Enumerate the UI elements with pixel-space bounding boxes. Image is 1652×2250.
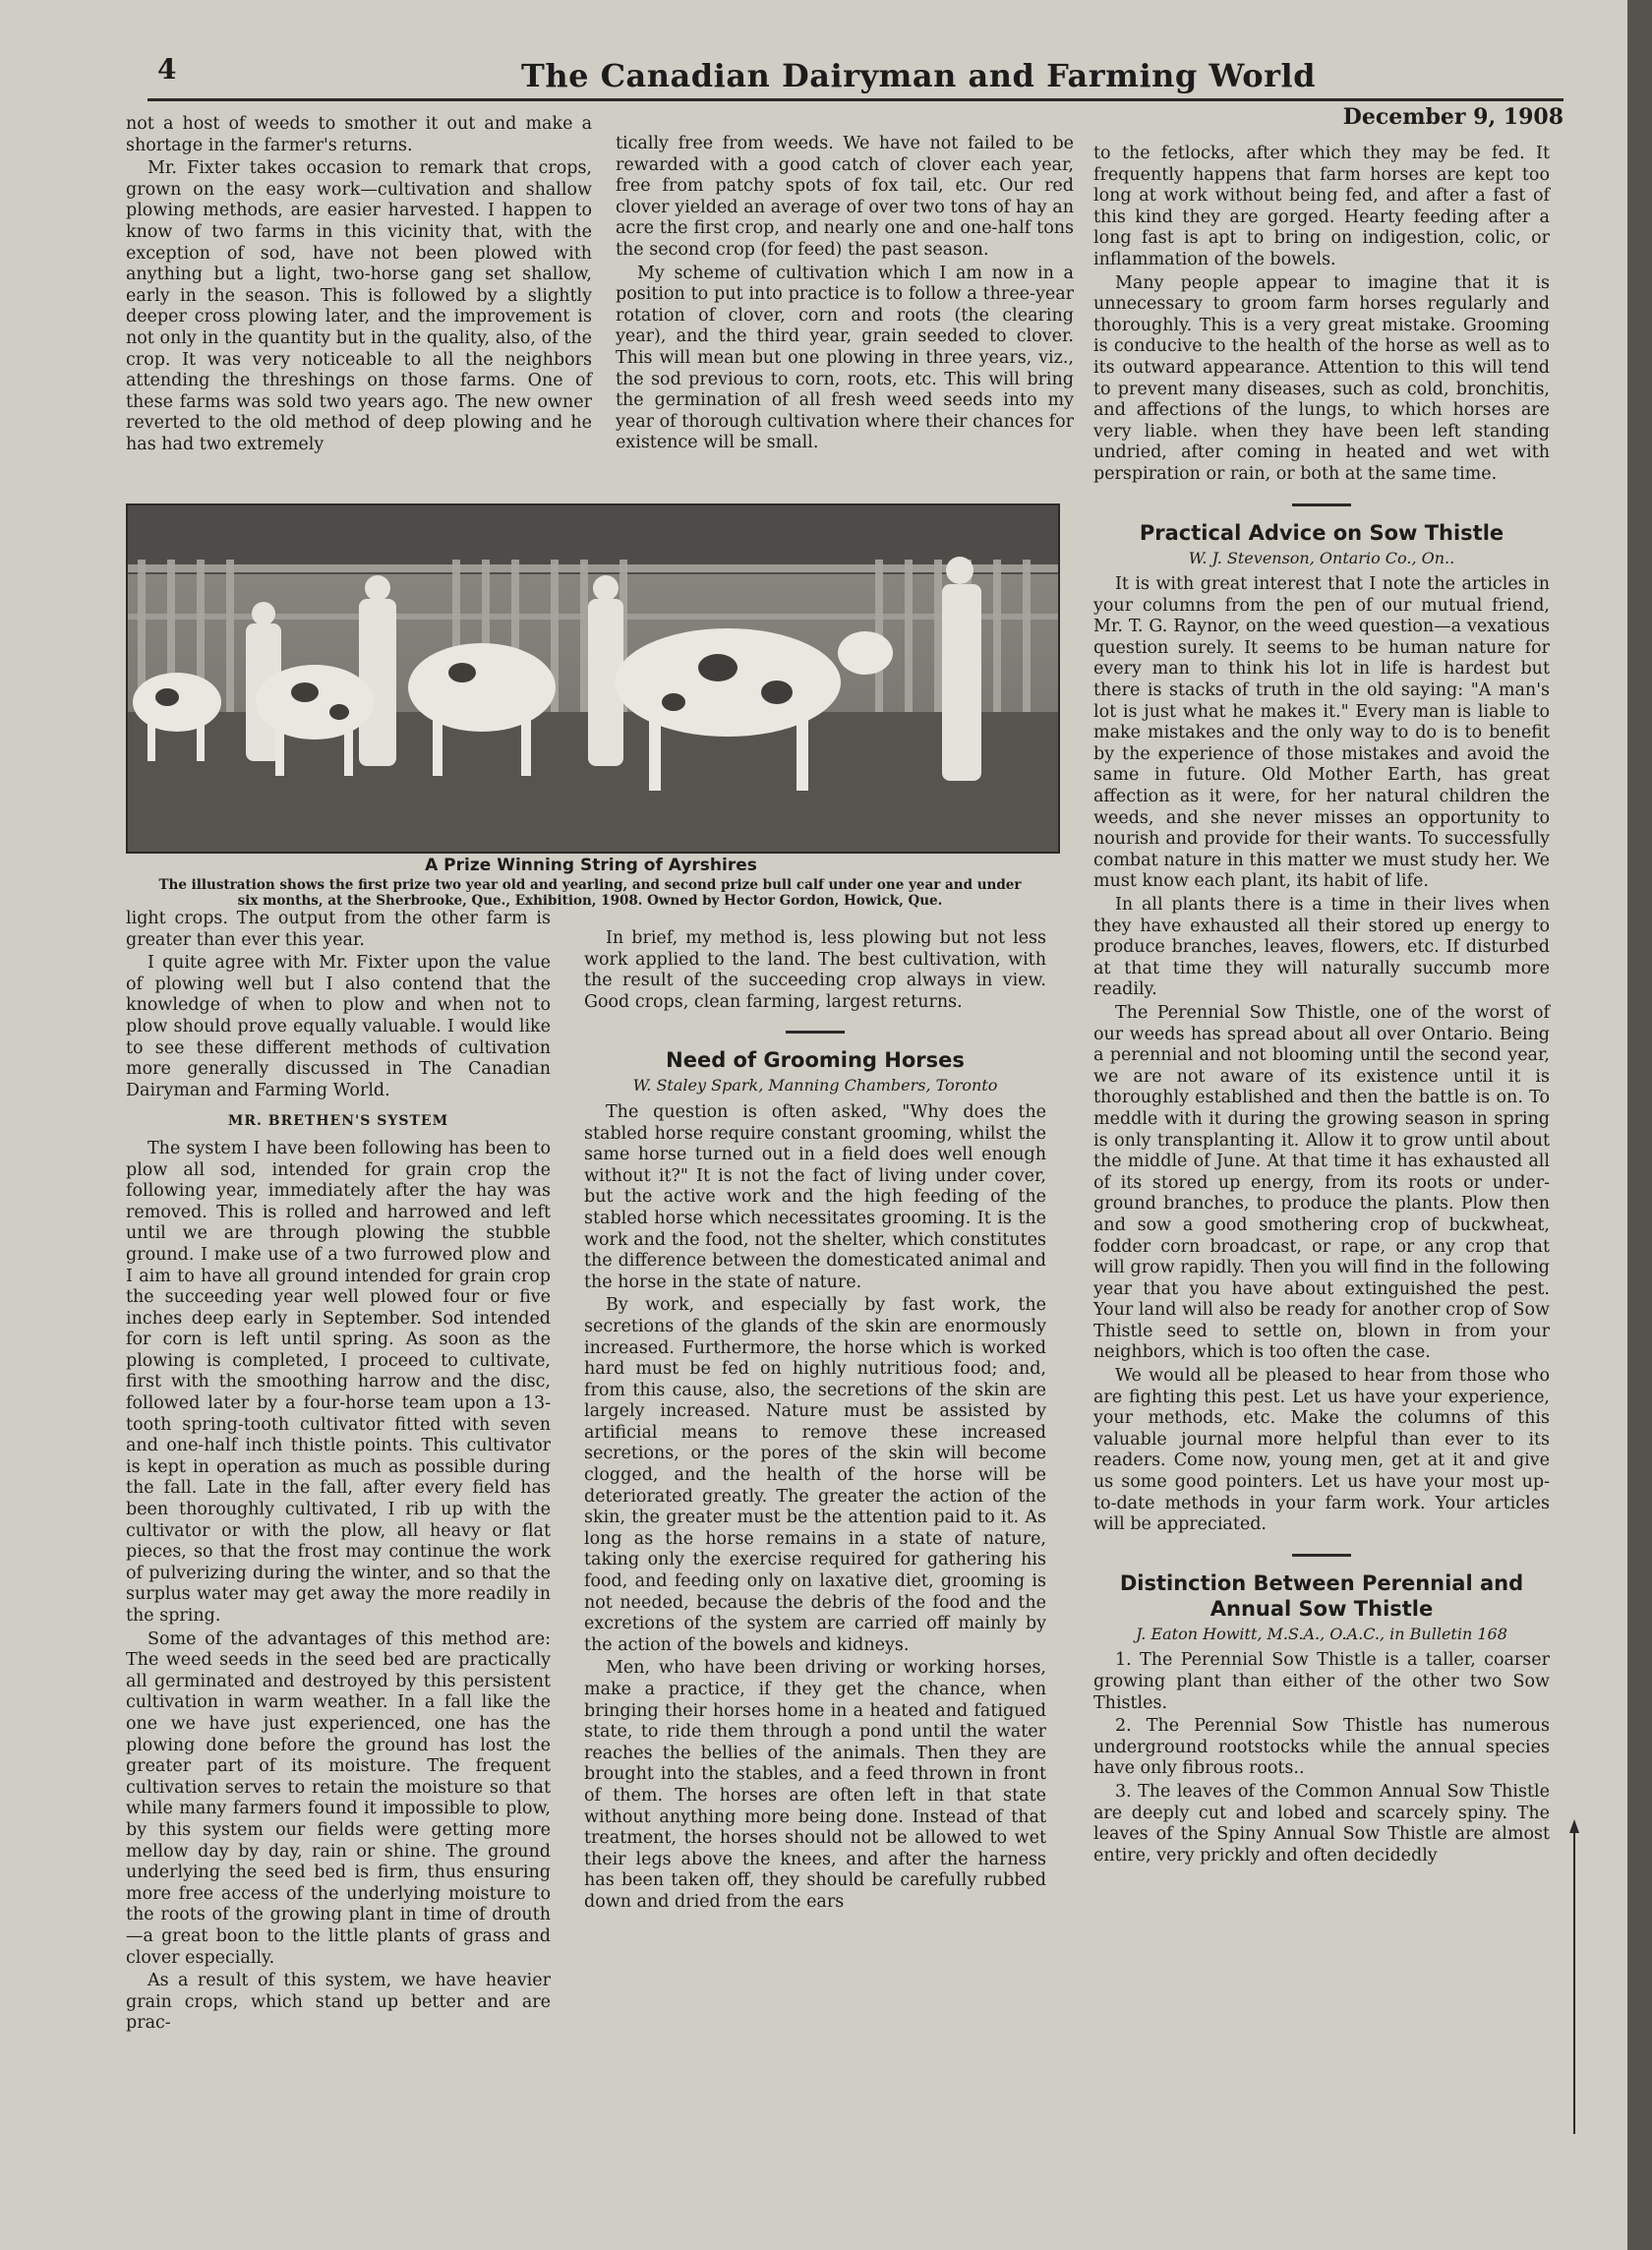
cattle-illustration [128, 505, 1058, 852]
scan-edge [1627, 0, 1652, 2250]
paragraph: My scheme of cultivation which I am now in a position to put into practice is to follow a three-year rotation of clover, corn and roots (the clearing year), and the third year, grain seeded to clover. This will mean but one plowing in three years, viz., the sod previous to corn, roots, etc. This will bring the germination of all fresh weed seeds into my year of thorough cultivation where their chances for existence will be small. [616, 263, 1074, 453]
paragraph: In all plants there is a time in their lives when they have exhausted all their stored up energy to produce branches, leaves, flowers, etc. If disturbed at that time they will naturally succumb more readily. [1093, 895, 1550, 1000]
binding-mark-icon [1569, 1819, 1579, 2134]
paragraph: Many people appear to imagine that it is unnecessary to groom farm horses regularly and thoroughly. This is a very great mistake. Grooming is conducive to the health of the horse as well as to its outward appearance. Attention to this will tend to prevent many diseases, such as cold, bronchitis, and affections of the lungs, to which horses are very liable. when they have been left standing undried, after coming in heated and wet with perspiration or rain, or both at the same time. [1093, 272, 1550, 484]
masthead: The Canadian Dairyman and Farming World [521, 57, 1316, 94]
article-headline: Practical Advice on Sow Thistle [1139, 520, 1504, 545]
paragraph: tically free from weeds. We have not failed to be rewarded with a good catch of clover each year, free from patchy spots of fox tail, etc. Our red clover yielded an average of over two tons of hay an acre the first crop, and nearly one and one-half tons the second crop (for feed) the past season. [616, 134, 1074, 260]
paragraph: The question is often asked, "Why does the stabled horse require constant grooming, whilst the same horse turned out in a field does well enough without it?" It is not the fact of living under cover, but the active work and the high feeding of the stabled horse which necessitates grooming. It is the work and the food, not the shelter, which constitutes the difference between the domesticated animal and the horse in the state of nature. [584, 1101, 1046, 1292]
header-rule [148, 98, 1564, 101]
issue-date: December 9, 1908 [1342, 104, 1564, 130]
paragraph: By work, and especially by fast work, the secretions of the glands of the skin are enormously increased. Furthermore, the horse which is worked hard must be fed on highly nutritious food; and, from this cause, also, the secretions of the skin are largely increased. Nature must be assisted by artificial means to remove these increased secretions, or the pores of the skin will become clogged, and the health of the horse will be deteriorated greatly. The greater the action of the skin, the greater must be the attention paid to it. As long as the horse remains in a state of nature, taking only the exercise required for gathering his food, and feeding only on laxative diet, grooming is not needed, because the debris of the food and the excretions of the system are carried off mainly by the action of the bowels and kidneys. [584, 1295, 1046, 1655]
photo-title: A Prize Winning String of Ayrshires [425, 856, 757, 875]
section-subhead: MR. BRETHEN'S SYSTEM [227, 1113, 449, 1130]
section-divider [786, 1031, 845, 1034]
column-1-top [126, 114, 592, 458]
section-divider [1292, 503, 1351, 506]
paragraph: As a result of this system, we have heavier grain crops, which stand up better and are prac- [126, 1971, 551, 2034]
paragraph: It is with great interest that I note the articles in your columns from the pen of our mutual friend, Mr. T. G. Raynor, on the weed question—a vexatious question surely. It seems to be human nature for every man to think his lot in life is hardest but there is stacks of truth in the old saying: "A man's lot is just what he makes it." Every man is liable to make mistakes and the only way to do is to benefit by the experience of those mistakes and avoid the same in future. Old Mother Earth, has great affection as it were, for her natural children the weeds, and she never misses an opportunity to nourish and provide for their wants. To successfully combat nature in this matter we must study her. We must know each plant, its habit of life. [1093, 574, 1550, 892]
paragraph: Some of the advantages of this method are: The weed seeds in the seed bed are practically all germinated and destroyed by this persistent cultivation in warm weather. In a fall like the one we have just experienced, one has the plowing done before the ground has lost the greater part of its moisture. The frequent cultivation serves to retain the moisture so that while many farmers found it impossible to plow, by this system our fields were getting more mellow day by day, rain or shine. The ground underlying the seed bed is firm, thus ensuring more free access of the underlying moisture to the roots of the growing plant in time of drouth—a great boon to the little plants of grass and clover especially. [126, 1628, 551, 1968]
paragraph: The system I have been following has been to plow all sod, intended for grain crop the following year, immediately after the hay was removed. This is rolled and harrowed and left until we are through plowing the stubble ground. I make use of a two furrowed plow and I aim to have all ground intended for grain crop the succeeding year well plowed four or five inches deep early in September. Sod intended for corn is left until spring. As soon as the plowing is completed, I proceed to cultivate, first with the smoothing harrow and the disc, followed later by a four-horse team upon a 13-tooth spring-tooth cultivator fitted with seven and one-half inch thistle points. This cultivator is kept in operation as much as possible during the fall. Late in the fall, after every field has been thoroughly cultivated, I rib up with the cultivator or with the plow, all heavy or flat pieces, so that the frost may continue the work of pulverizing during the winter, and so that the surplus water may get away the more readily in the spring. [126, 1138, 551, 1626]
page-header [148, 43, 1564, 130]
paragraph: light crops. The output from the other farm is greater than ever this year. [126, 909, 551, 950]
article-headline: Distinction Between Perennial and Annual Sow Thistle [1119, 1570, 1524, 1621]
paragraph: The Perennial Sow Thistle, one of the worst of our weeds has spread about all over Ontario. Being a perennial and not blooming until the second year, we are not aware of its existence until it is thoroughly established and then the battle is on. To meddle with it during the growing season in spring is only transplanting it. Allow it to grow until about the middle of June. At that time it has exhausted all of its stored up energy, from its roots or under-ground branches, to produce the plants. Plow then and sow a good smothering crop of buckwheat, fodder corn broadcast, or rape, or any crop that will grow rapidly. Then you will find in the following year that you have about extinguished the pest. Your land will also be ready for another crop of Sow Thistle seed to settle on, blown in from your neighbors, which is too often the case. [1093, 1002, 1550, 1363]
article-byline: J. Eaton Howitt, M.S.A., O.A.C., in Bulletin 168 [1136, 1624, 1507, 1643]
column-1-bottom [126, 909, 551, 2037]
ayrshire-photo [126, 503, 1060, 854]
paragraph: Mr. Fixter takes occasion to remark that crops, grown on the easy work—cultivation and shallow plowing methods, are easier harvested. I happen to know of two farms in this vicinity that, with the exception of sod, have not been plowed with anything but a light, two-horse gang set shallow, early in the season. This is followed by a slightly deeper cross plowing later, and the improvement is not only in the quantity but in the quality, also, of the crop. It was very noticeable to all the neighbors attending the threshings on those farms. One of these farms was sold two years ago. The new owner reverted to the old method of deep plowing and he has had two extremely [126, 158, 592, 454]
paragraph: 3. The leaves of the Common Annual Sow Thistle are deeply cut and lobed and scarcely spiny. The leaves of the Spiny Annual Sow Thistle are almost entire, very prickly and often decidedly [1093, 1781, 1550, 1865]
page-number: 4 [157, 53, 177, 86]
article-headline: Need of Grooming Horses [666, 1048, 965, 1073]
article-byline: W. J. Stevenson, Ontario Co., On.. [1188, 548, 1455, 567]
article-byline: W. Staley Spark, Manning Chambers, Toronto [632, 1076, 998, 1095]
paragraph: to the fetlocks, after which they may be fed. It frequently happens that farm horses are kept too long at work without being fed, and after a fast of this kind they are gorged. Hearty feeding after a long fast is apt to bring on indigestion, colic, or inflammation of the bowels. [1093, 144, 1550, 269]
paragraph: 1. The Perennial Sow Thistle is a taller, coarser growing plant than either of the other two Sow Thistles. [1093, 1650, 1550, 1713]
paragraph: We would all be pleased to hear from those who are fighting this pest. Let us have your experience, your methods, etc. Make the columns of this valuable journal more helpful than ever to its readers. Come now, young men, get at it and give us some good pointers. Let us have your most up-to-date methods in your farm work. Your articles will be appreciated. [1093, 1366, 1550, 1535]
paragraph: I quite agree with Mr. Fixter upon the value of plowing well but I also contend that the knowledge of when to plow and when not to plow should prove equally valuable. I would like to see these different methods of cultivation more generally discussed in The Canadian Dairyman and Farming World. [126, 953, 551, 1100]
photo-caption: The illustration shows the first prize two year old and yearling, and second prize bull calf under one year and under six months, at the Sherbrooke, Que., Exhibition, 1908. Owned by Hector Gordon, Howick, Que. [158, 877, 1022, 909]
section-divider [1292, 1554, 1351, 1557]
paragraph: In brief, my method is, less plowing but not less work applied to the land. The best cultivation, with the result of the succeeding crop always in view. Good crops, clean farming, largest returns. [584, 928, 1046, 1012]
paragraph: Men, who have been driving or working horses, make a practice, if they get the chance, when bringing their horses home in a heated and fatigued state, to ride them through a pond until the water reaches the bellies of the animals. Then they are brought into the stables, and a feed thrown in front of them. The horses are often left in that state without anything more being done. Instead of that treatment, the horses should not be allowed to wet their legs above the knees, and after the harness has been taken off, they should be carefully rubbed down and dried from the ears [584, 1658, 1046, 1912]
column-3 [1093, 144, 1550, 1868]
column-2-bottom [584, 928, 1046, 1916]
column-2-top [616, 134, 1074, 456]
paragraph: not a host of weeds to smother it out and make a shortage in the farmer's returns. [126, 114, 592, 155]
paragraph: 2. The Perennial Sow Thistle has numerous underground rootstocks while the annual species have only fibrous roots.. [1093, 1716, 1550, 1779]
